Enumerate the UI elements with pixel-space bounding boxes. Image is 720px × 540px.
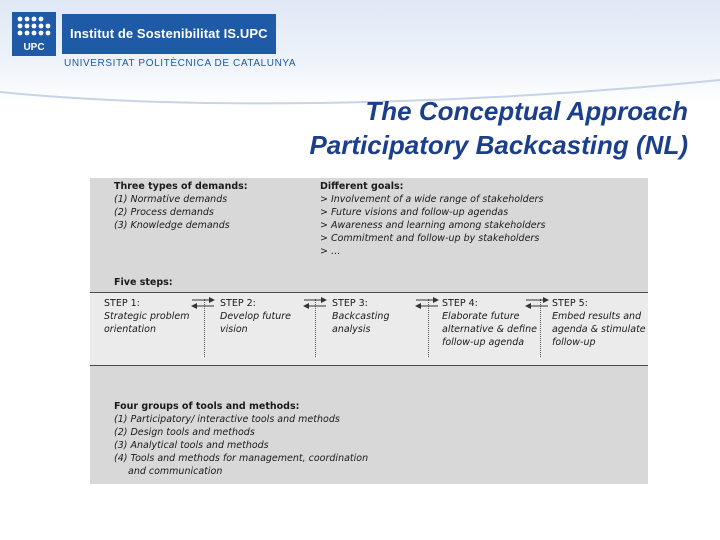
step-1 — [104, 297, 189, 336]
tool-item: and communication — [128, 466, 223, 477]
demand-item: (2) Process demands — [114, 207, 214, 218]
logo-text: UPC — [23, 42, 45, 53]
step-text: orientation — [104, 324, 156, 335]
step-label: STEP 5: — [552, 298, 588, 309]
step-text: alternative & define — [442, 324, 537, 335]
step-text: Backcasting — [332, 311, 390, 322]
tool-item: (1) Participatory/ interactive tools and methods — [114, 414, 340, 425]
step-divider — [428, 299, 429, 357]
step-text: Embed results and — [552, 311, 642, 322]
goals-block — [320, 180, 545, 258]
step-label: STEP 2: — [220, 298, 256, 309]
step-text: Elaborate future — [442, 311, 520, 322]
goal-item: > Awareness and learning among stakeholders — [320, 220, 546, 231]
step-text: Strategic problem — [104, 311, 190, 322]
step-text: follow-up agenda — [442, 337, 525, 348]
step-divider — [540, 299, 541, 357]
step-label: STEP 1: — [104, 298, 140, 309]
step-text: agenda & stimulate — [552, 324, 646, 335]
step-4 — [442, 297, 537, 349]
steps-heading-block — [114, 276, 173, 289]
steps-band — [90, 292, 648, 366]
demands-heading: Three types of demands: — [114, 181, 248, 192]
step-text: analysis — [332, 324, 371, 335]
tool-item: (4) Tools and methods for management, coordination — [114, 453, 369, 464]
tools-heading: Four groups of tools and methods: — [114, 401, 300, 412]
brand-title: Institut de Sostenibilitat IS.UPC — [62, 14, 276, 54]
backcasting-diagram — [90, 178, 648, 484]
step-divider — [315, 299, 316, 357]
step-5 — [552, 297, 646, 349]
goal-item: > Commitment and follow-up by stakeholders — [320, 233, 540, 244]
goal-item: > … — [320, 246, 341, 257]
step-divider — [204, 299, 205, 357]
goal-item: > Future visions and follow-up agendas — [320, 207, 509, 218]
tools-block — [114, 400, 368, 478]
steps-heading: Five steps: — [114, 277, 173, 288]
goals-heading: Different goals: — [320, 181, 404, 192]
upc-logo — [12, 12, 56, 56]
goal-item: > Involvement of a wide range of stakeholders — [320, 194, 544, 205]
tool-item: (3) Analytical tools and methods — [114, 440, 269, 451]
tool-item: (2) Design tools and methods — [114, 427, 255, 438]
step-label: STEP 4: — [442, 298, 478, 309]
step-text: follow-up — [552, 337, 596, 348]
title-line-1: The Conceptual Approach — [365, 96, 688, 126]
university-name: UNIVERSITAT POLITÈCNICA DE CATALUNYA — [64, 58, 297, 69]
step-label: STEP 3: — [332, 298, 368, 309]
step-text: vision — [220, 324, 248, 335]
demand-item: (1) Normative demands — [114, 194, 228, 205]
demands-block — [114, 180, 248, 232]
step-2 — [220, 297, 291, 336]
demand-item: (3) Knowledge demands — [114, 220, 230, 231]
slide-title — [309, 94, 688, 162]
step-3 — [332, 297, 389, 336]
title-line-2: Participatory Backcasting (NL) — [309, 130, 688, 160]
step-text: Develop future — [220, 311, 291, 322]
